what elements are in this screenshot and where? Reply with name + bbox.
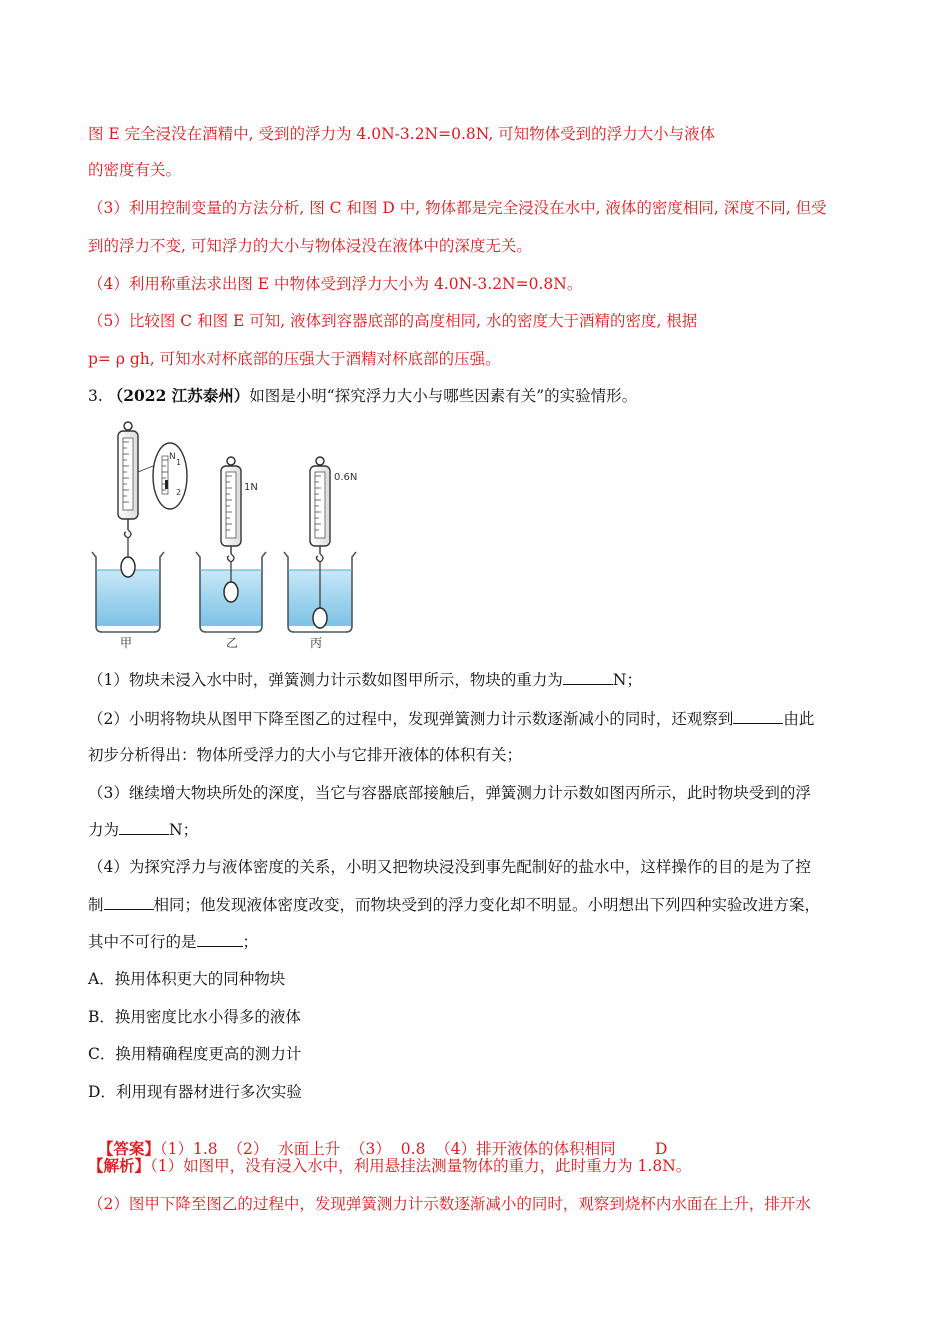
subquestion-4-cont bbox=[88, 932, 258, 952]
zoom-tick-label: 2 bbox=[176, 488, 182, 497]
analysis-line bbox=[88, 1156, 691, 1176]
question-header bbox=[88, 386, 637, 406]
caption-yi: 乙 bbox=[226, 636, 239, 650]
subquestion-text: 相同；他发现液体密度改变，而物块受到的浮力变化却不明显。小明想出下列四种实验改进方案， bbox=[153, 896, 821, 914]
subquestion-text: N； bbox=[169, 821, 199, 839]
subquestion-4-cont bbox=[88, 895, 820, 915]
option-a: A．换用体积更大的同种物块 bbox=[88, 970, 286, 988]
experiment-figure bbox=[88, 420, 358, 652]
subquestion-1 bbox=[88, 670, 642, 690]
subquestion-text: （1）物块未浸入水中时，弹簧测力计示数如图甲所示，物块的重力为 bbox=[88, 671, 563, 689]
answer-text: （1）1.8 （2） 水面上升 （3） 0.8 （4）排开液体的体积相同 D bbox=[159, 1140, 668, 1158]
subquestion-2-cont: 初步分析得出：物体所受浮力的大小与它排开液体的体积有关； bbox=[88, 746, 523, 764]
solution-line: 图 E 完全浸没在酒精中, 受到的浮力为 4.0N-3.2N=0.8N, 可知物体受到的浮力大小与液体 bbox=[88, 125, 716, 143]
subquestion-text: 力为 bbox=[88, 821, 120, 839]
caption-jia: 甲 bbox=[120, 636, 133, 650]
caption-bing: 丙 bbox=[310, 636, 323, 650]
subquestion-text: ； bbox=[242, 933, 259, 951]
scale-zoom-inset bbox=[153, 443, 187, 509]
subquestion-3: （3）继续增大物块所处的深度，当它与容器底部接触后，弹簧测力计示数如图丙所示，此时物块受到的浮 bbox=[88, 784, 811, 802]
subquestion-text: 制 bbox=[88, 896, 104, 914]
subquestion-text: 其中不可行的是 bbox=[88, 933, 197, 951]
answer-line bbox=[88, 1119, 668, 1159]
answer-blank[interactable] bbox=[119, 834, 169, 835]
solution-line: 到的浮力不变, 可知浮力的大小与物体浸没在液体中的深度无关。 bbox=[88, 237, 532, 255]
solution-line: 的密度有关。 bbox=[88, 161, 182, 179]
question-number: 3. bbox=[88, 387, 103, 405]
reading-bing: 0.6N bbox=[334, 472, 358, 483]
solution-line: （4）利用称重法求出图 E 中物体受到浮力大小为 4.0N-3.2N=0.8N。 bbox=[88, 275, 583, 293]
analysis-text: （1）如图甲，没有浸入水中，利用悬挂法测量物体的重力，此时重力为 1.8N。 bbox=[150, 1157, 692, 1175]
analysis-tag: 【解析】 bbox=[88, 1156, 151, 1175]
question-source: （2022 江苏泰州） bbox=[107, 386, 250, 405]
option-d: D．利用现有器材进行多次实验 bbox=[88, 1083, 302, 1101]
subquestion-2 bbox=[88, 709, 814, 729]
subquestion-text: （2）小明将物块从图甲下降至图乙的过程中，发现弹簧测力计示数逐渐减小的同时，还观察到 bbox=[88, 710, 734, 728]
option-c: C．换用精确程度更高的测力计 bbox=[88, 1045, 302, 1063]
answer-blank[interactable] bbox=[563, 684, 613, 685]
answer-blank[interactable] bbox=[104, 909, 154, 910]
answer-tag: 【答案】 bbox=[97, 1139, 160, 1158]
analysis-line: （2）图甲下降至图乙的过程中，发现弹簧测力计示数逐渐减小的同时，观察到烧杯内水面在上升，排开水 bbox=[88, 1195, 811, 1213]
subquestion-3-cont bbox=[88, 820, 198, 840]
solution-line: （5）比较图 C 和图 E 可知, 液体到容器底部的高度相同, 水的密度大于酒精的密度, 根据 bbox=[88, 312, 698, 330]
question-stem: 如图是小明“探究浮力大小与哪些因素有关”的实验情形。 bbox=[249, 387, 638, 405]
subquestion-4: （4）为探究浮力与液体密度的关系，小明又把物块浸没到事先配制好的盐水中，这样操作的目的是为了控 bbox=[88, 858, 811, 876]
subquestion-text: N； bbox=[612, 671, 642, 689]
answer-blank[interactable] bbox=[733, 723, 783, 724]
answer-blank[interactable] bbox=[197, 946, 243, 947]
zoom-unit-label: N bbox=[169, 452, 176, 462]
option-b: B．换用密度比水小得多的液体 bbox=[88, 1008, 301, 1026]
spring-scale-jia bbox=[118, 422, 158, 577]
solution-line: p= ρ gh, 可知水对杯底部的压强大于酒精对杯底部的压强。 bbox=[88, 350, 501, 368]
subquestion-text: 由此 bbox=[783, 710, 815, 728]
solution-line: （3）利用控制变量的方法分析, 图 C 和图 D 中, 物体都是完全浸没在水中, 液体的密度相同, 深度不同, 但受 bbox=[88, 199, 827, 217]
zoom-tick-label: 1 bbox=[176, 458, 182, 467]
reading-yi: 1N bbox=[244, 482, 258, 493]
